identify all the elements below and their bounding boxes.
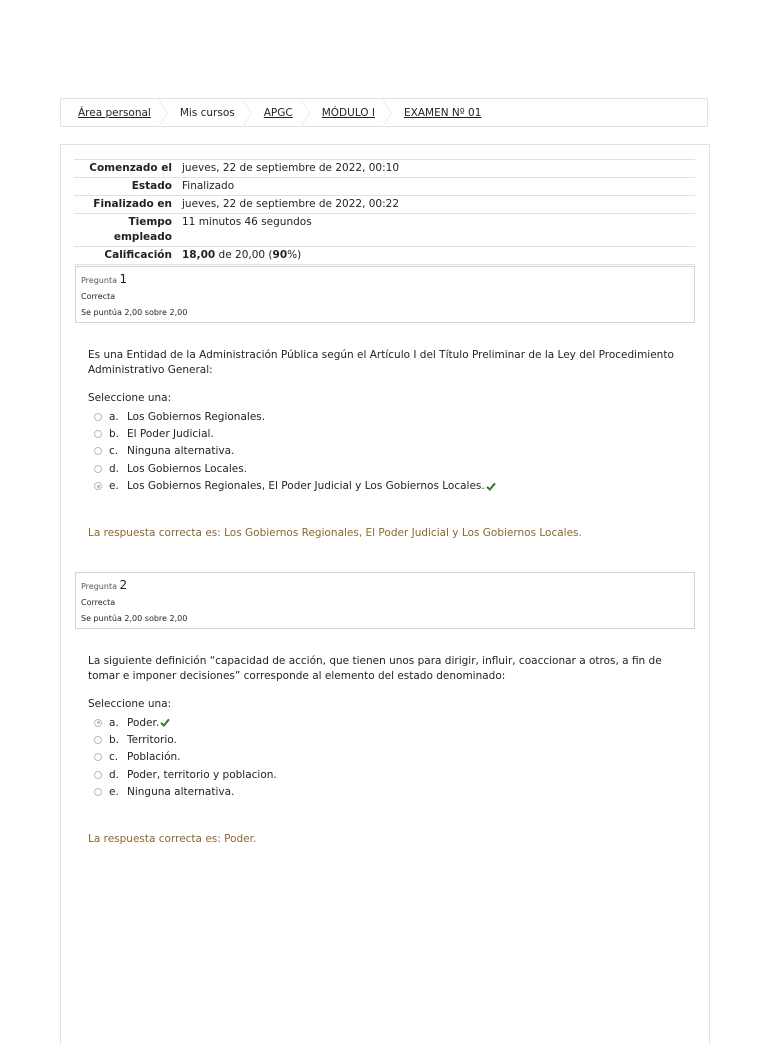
breadcrumb-link[interactable]: EXAMEN Nº 01	[404, 106, 482, 119]
grade-score: 18,00	[182, 249, 216, 261]
breadcrumb-separator	[159, 99, 168, 127]
answer-option[interactable]	[94, 784, 694, 801]
summary-value: Finalizado	[182, 180, 235, 192]
summary-row-state	[74, 178, 695, 196]
answer-text: El Poder Judicial.	[127, 428, 214, 441]
answer-text: Territorio.	[127, 734, 177, 747]
answer-option[interactable]	[94, 749, 694, 766]
question-text: La siguiente definición “capacidad de acción, que tienen unos para dirigir, influir, coaccionar a otros, a fin de tomar e imponer decisiones” corresponde al elemento del estado denominado:	[88, 655, 662, 682]
summary-label: Estado	[131, 180, 172, 192]
breadcrumb-link[interactable]: Área personal	[78, 106, 151, 119]
question-label: Pregunta	[81, 276, 117, 285]
radio-button[interactable]	[94, 788, 102, 796]
answer-letter: a.	[109, 410, 119, 423]
answer-letter: d.	[109, 462, 120, 475]
question-score: Se puntúa 2,00 sobre 2,00	[81, 614, 188, 623]
question-number: 2	[119, 578, 128, 592]
summary-value: jueves, 22 de septiembre de 2022, 00:22	[182, 198, 399, 210]
answer-prompt: Seleccione una:	[88, 392, 172, 404]
answer-letter: d.	[109, 768, 120, 781]
radio-button-checked[interactable]	[94, 482, 102, 490]
question-info-2	[75, 572, 695, 629]
question-status: Correcta	[81, 598, 116, 607]
summary-label-line: Tiempo	[128, 216, 172, 228]
question-info-1	[75, 266, 695, 323]
answer-letter: a.	[109, 716, 119, 729]
answer-text: Los Gobiernos Locales.	[127, 462, 248, 475]
check-icon	[486, 482, 496, 491]
grade-percent: 90	[272, 249, 288, 261]
breadcrumb-link[interactable]: MÓDULO I	[321, 106, 376, 119]
summary-value: jueves, 22 de septiembre de 2022, 00:10	[182, 162, 399, 174]
breadcrumb-separator	[243, 99, 252, 127]
summary-value	[182, 247, 695, 265]
answer-list	[94, 714, 694, 801]
summary-label-line: empleado	[113, 231, 172, 243]
answer-text: Los Gobiernos Regionales, El Poder Judicial y Los Gobiernos Locales.	[127, 480, 485, 493]
breadcrumb-item-course[interactable]	[264, 107, 293, 119]
attempt-summary-table	[74, 159, 695, 265]
radio-button-checked[interactable]	[94, 719, 102, 727]
summary-row-grade	[74, 247, 695, 265]
answer-option[interactable]	[94, 766, 694, 783]
answer-letter: e.	[109, 480, 119, 493]
grade-total: de 20,00 (	[215, 249, 273, 261]
answer-prompt: Seleccione una:	[88, 698, 172, 710]
breadcrumb	[60, 98, 708, 127]
answer-option[interactable]	[94, 425, 694, 442]
breadcrumb-separator	[301, 99, 310, 127]
breadcrumb-item-module[interactable]	[322, 107, 375, 119]
breadcrumb-link[interactable]: APGC	[263, 106, 293, 119]
radio-button[interactable]	[94, 447, 102, 455]
question-text: Es una Entidad de la Administración Pública según el Artículo I del Título Preliminar de la Ley del Procedimiento Administrativo General:	[88, 349, 674, 376]
radio-button[interactable]	[94, 753, 102, 761]
question-score: Se puntúa 2,00 sobre 2,00	[81, 308, 188, 317]
answer-text: Los Gobiernos Regionales.	[127, 410, 266, 423]
radio-button[interactable]	[94, 465, 102, 473]
answer-letter: c.	[109, 751, 119, 764]
answer-option[interactable]	[94, 443, 694, 460]
summary-label: Comenzado el	[89, 162, 172, 174]
summary-row-finished	[74, 196, 695, 214]
answer-letter: e.	[109, 786, 119, 799]
answer-option[interactable]	[94, 408, 694, 425]
answer-option-selected[interactable]	[94, 478, 694, 495]
breadcrumb-separator	[383, 99, 392, 127]
answer-option[interactable]	[94, 731, 694, 748]
question-number: 1	[119, 272, 128, 286]
check-icon	[160, 718, 170, 727]
answer-text: Poder, territorio y poblacion.	[127, 768, 277, 781]
radio-button[interactable]	[94, 430, 102, 438]
radio-button[interactable]	[94, 771, 102, 779]
answer-letter: b.	[109, 428, 120, 441]
radio-button[interactable]	[94, 413, 102, 421]
question-label: Pregunta	[81, 582, 117, 591]
answer-text: Ninguna alternativa.	[127, 445, 235, 458]
summary-label: Finalizado en	[93, 198, 172, 210]
summary-row-started	[74, 160, 695, 178]
answer-option-selected[interactable]	[94, 714, 694, 731]
summary-label	[74, 214, 182, 247]
breadcrumb-text: Mis cursos	[179, 106, 235, 119]
summary-row-time	[74, 214, 695, 247]
summary-value: 11 minutos 46 segundos	[182, 216, 312, 228]
correct-answer-feedback: La respuesta correcta es: Los Gobiernos Regionales, El Poder Judicial y Los Gobiernos Locales.	[88, 527, 582, 539]
question-status: Correcta	[81, 292, 116, 301]
answer-text: Población.	[127, 751, 181, 764]
answer-letter: c.	[109, 445, 119, 458]
breadcrumb-item-mis-cursos	[180, 107, 235, 119]
answer-text: Poder.	[127, 716, 160, 729]
answer-letter: b.	[109, 734, 120, 747]
breadcrumb-item-area-personal[interactable]	[78, 107, 151, 119]
summary-label: Calificación	[104, 249, 172, 261]
answer-option[interactable]	[94, 460, 694, 477]
radio-button[interactable]	[94, 736, 102, 744]
correct-answer-feedback: La respuesta correcta es: Poder.	[88, 833, 257, 845]
answer-list	[94, 408, 694, 495]
answer-text: Ninguna alternativa.	[127, 786, 235, 799]
grade-end: %)	[287, 249, 302, 261]
breadcrumb-item-exam[interactable]	[404, 107, 481, 119]
